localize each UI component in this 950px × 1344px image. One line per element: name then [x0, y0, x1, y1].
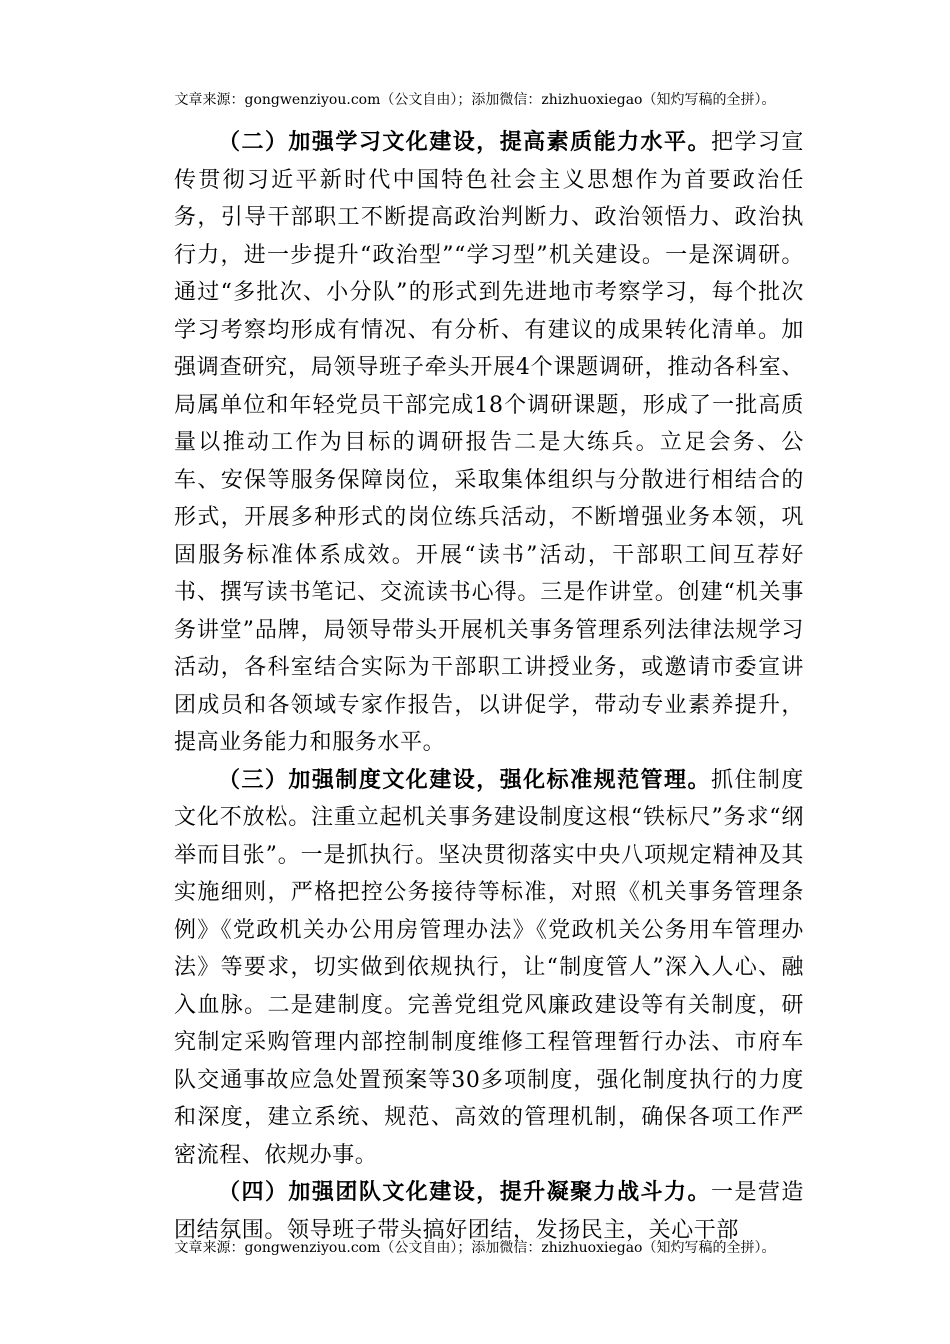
paragraph-heading: （二）加强学习文化建设，提高素质能力水平。 — [218, 129, 711, 155]
paragraph-heading: （四）加强团队文化建设，提升凝聚力战斗力。 — [218, 1179, 711, 1205]
page-header-source-note: 文章来源：gongwenziyou.com（公文自由）；添加微信：zhizhuoxiegao（知灼写稿的全拼）。 — [174, 92, 776, 108]
paragraph-text: 把学习宣传贯彻习近平新时代中国特色社会主义思想作为首要政治任务，引导干部职工不断提高政治判断力、政治领悟力、政治执行力，进一步提升“政治型”“学习型”机关建设。一是深调研。通过“多批次、小分队”的形式到先进地市考察学习，每个批次学习考察均形成有情况、有分析、有建议的成果转化清单。加强调查研究，局领导班子牵头开展4个课题调研，推动各科室、局属单位和年轻党员干部完成18个调研课题，形成了一批高质量以推动工作为目标的调研报告二是大练兵。立足会务、公车、安保等服务保障岗位，采取集体组织与分散进行相结合的形式，开展多种形式的岗位练兵活动，不断增强业务本领，巩固服务标准体系成效。开展“读书”活动，干部职工间互荐好书、撰写读书笔记、交流读书心得。三是作讲堂。创建“机关事务讲堂”品牌，局领导带头开展机关事务管理系列法律法规学习活动，各科室结合实际为干部职工讲授业务，或邀请市委宣讲团成员和各领域专家作报告，以讲促学，带动专业素养提升，提高业务能力和服务水平。 — [174, 130, 804, 755]
paragraph-system-culture — [174, 762, 804, 1175]
document-body — [174, 124, 804, 1249]
paragraph-text: 抓住制度文化不放松。注重立起机关事务建设制度这根“铁标尺”务求“纲举而目张”。一是抓执行。坚决贯彻落实中央八项规定精神及其实施细则，严格把控公务接待等标准，对照《机关事务管理条例》《党政机关办公用房管理办法》《党政机关公务用车管理办法》等要求，切实做到依规执行，让“制度管人”深入人心、融入血脉。二是建制度。完善党组党风廉政建设等有关制度，研究制定采购管理内部控制制度维修工程管理暂行办法、市府车队交通事故应急处置预案等30多项制度，强化制度执行的力度和深度，建立系统、规范、高效的管理机制，确保各项工作严密流程、依规办事。 — [174, 767, 804, 1168]
paragraph-text: 一是营造团结氛围。领导班子带头搞好团结，发扬民主，关心干部 — [174, 1180, 804, 1243]
paragraph-study-culture — [174, 124, 804, 762]
paragraph-heading: （三）加强制度文化建设，强化标准规范管理。 — [218, 766, 711, 793]
page-footer-source-note: 文章来源：gongwenziyou.com（公文自由）；添加微信：zhizhuoxiegao（知灼写稿的全拼）。 — [174, 1240, 776, 1256]
